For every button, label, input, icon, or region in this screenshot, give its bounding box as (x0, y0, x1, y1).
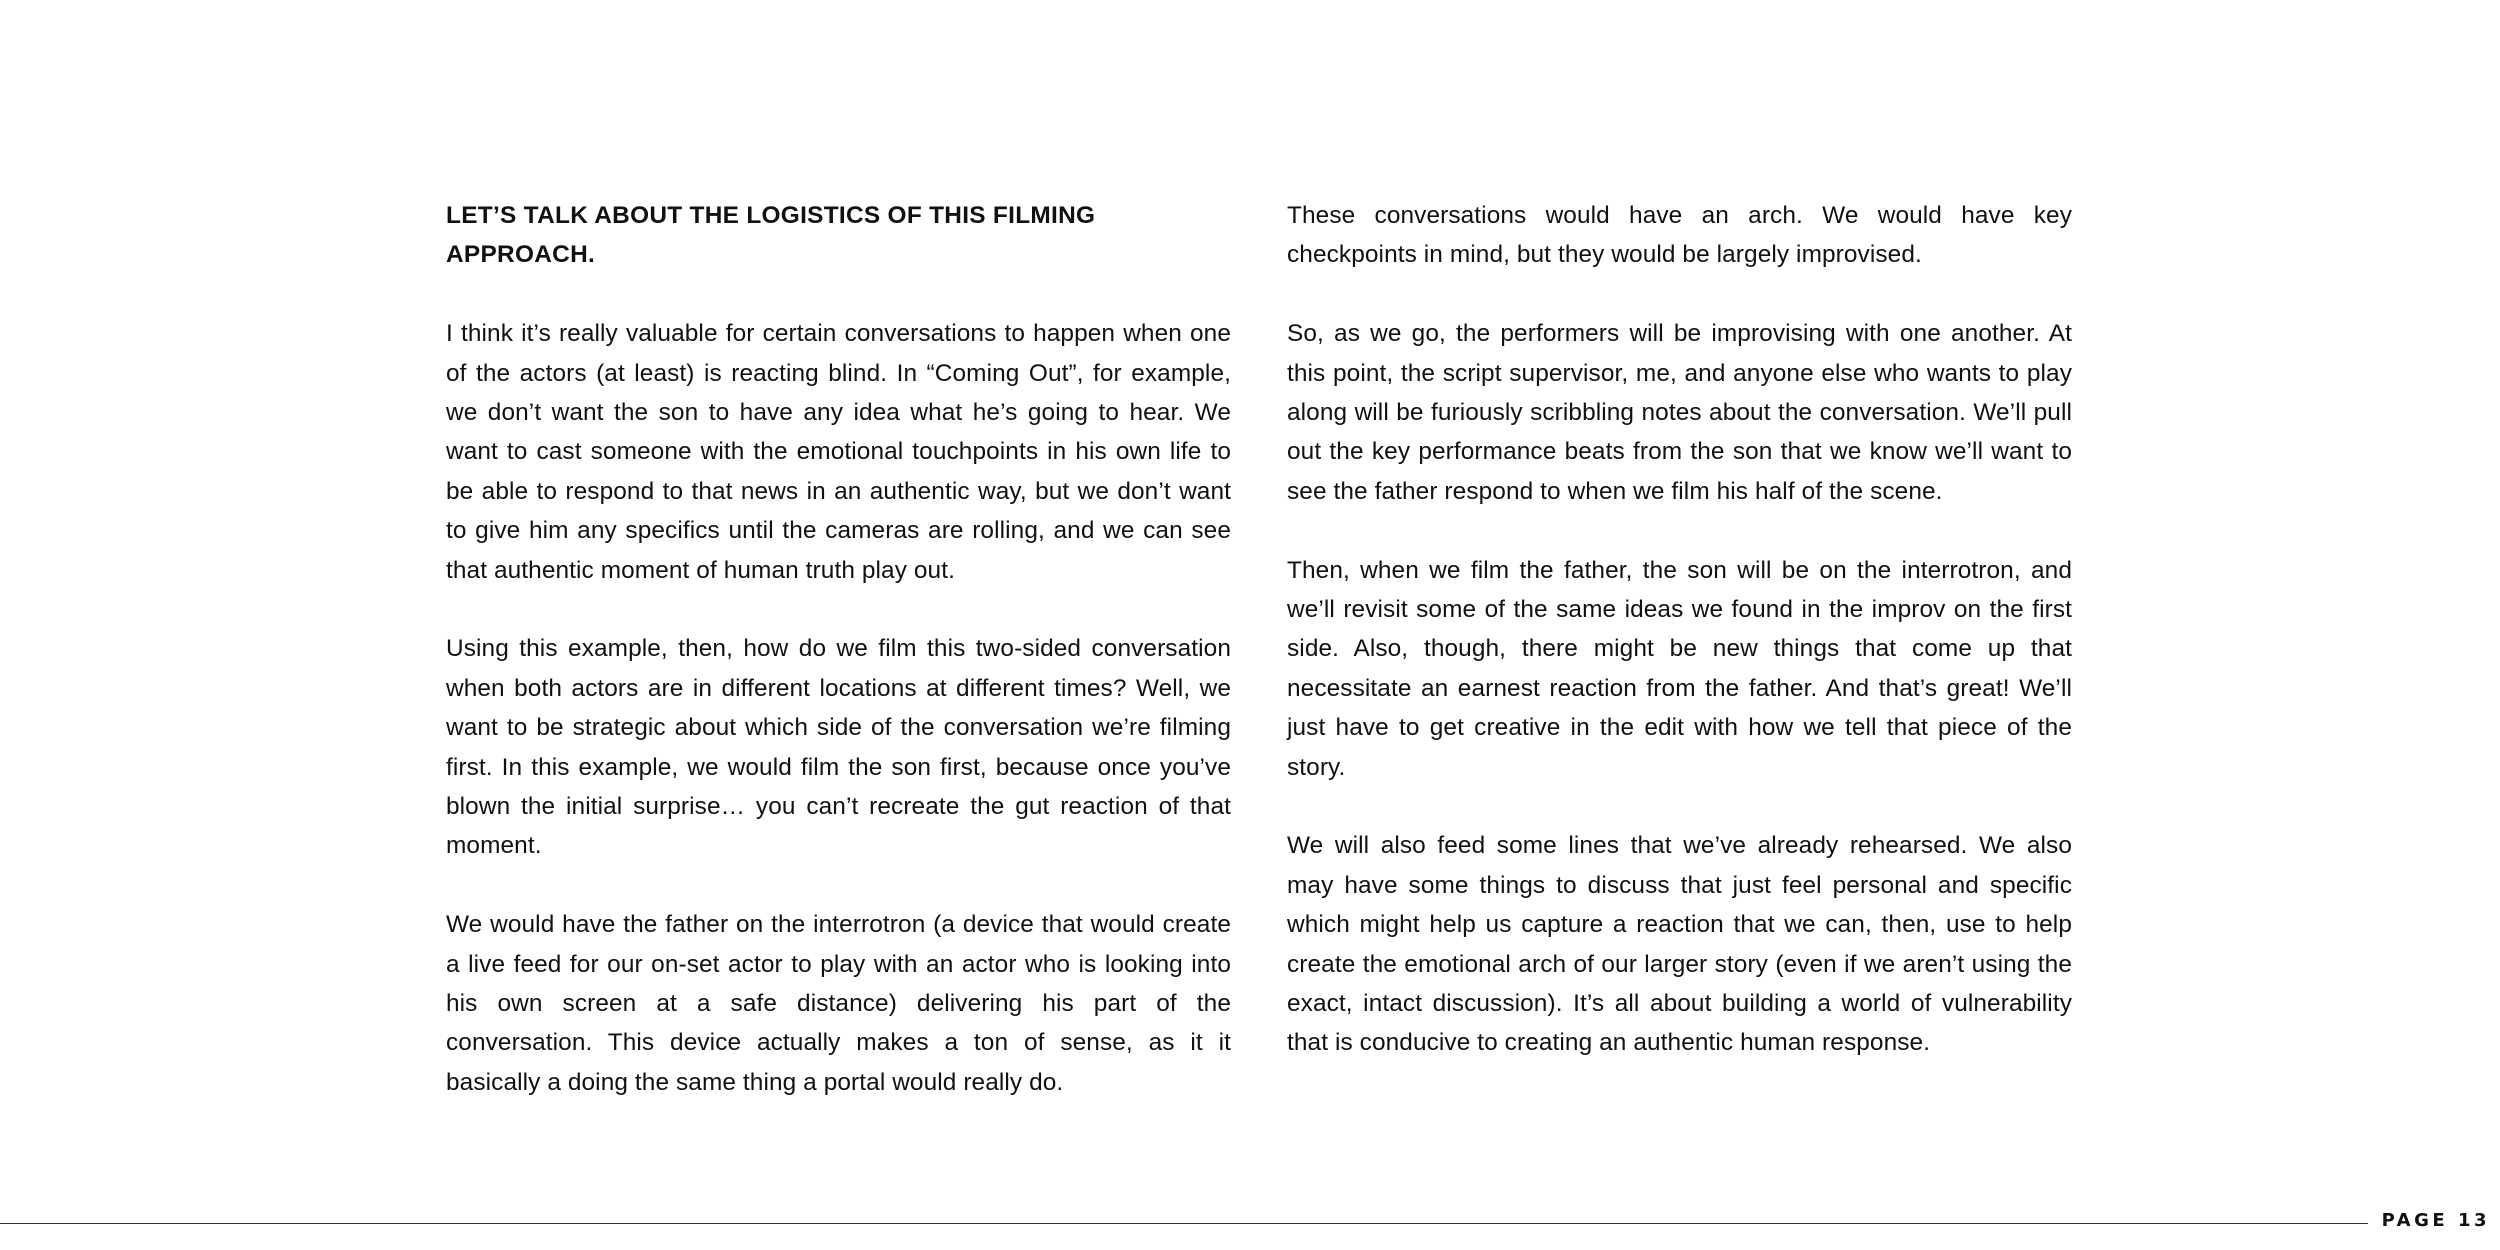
page-number: PAGE 13 (2381, 1210, 2490, 1231)
footer-divider (0, 1223, 2368, 1224)
paragraph-arch: These conversations would have an arch. We would have key checkpoints in mind, but they would be largely improvised. (1287, 202, 2072, 269)
right-column (1287, 196, 2072, 1102)
paragraph-improvising: So, as we go, the performers will be improvising with one another. At this point, the script supervisor, me, and anyone else who wants to play along will be furiously scribbling notes about the conversation. We’ll pull out the key performance beats from the son that we know we’ll want to see the father respond to when we film his half of the scene. (1287, 320, 2072, 505)
left-column (446, 196, 1231, 1142)
paragraph-rehearsed-lines: We will also feed some lines that we’ve already rehearsed. We also may have some things to discuss that just feel personal and specific which might help us capture a reaction that we can, then, use to help create the emotional arch of our larger story (even if we aren’t using the exact, intact discussion). It’s all about building a world of vulnerability that is conducive to creating an authentic human response. (1287, 832, 2072, 1057)
section-heading: LET’S TALK ABOUT THE LOGISTICS OF THIS FILMING APPROACH. (446, 202, 1096, 269)
paragraph-filming-father: Then, when we film the father, the son will be on the interrotron, and we’ll revisit some of the same ideas we found in the improv on the first side. Also, though, there might be new things that come up that necessitate an earnest reaction from the father. And that’s great! We’ll just have to get creative in the edit with how we tell that piece of the story. (1287, 556, 2072, 781)
paragraph-reacting-blind: I think it’s really valuable for certain conversations to happen when one of the actors (at least) is reacting blind. In “Coming Out”, for example, we don’t want the son to have any idea what he’s going to hear. We want to cast someone with the emotional touchpoints in his own life to be able to respond to that news in an authentic way, but we don’t want to give him any specifics until the cameras are rolling, and we can see that authentic moment of human truth play out. (446, 320, 1231, 584)
paragraph-interrotron: We would have the father on the interrotron (a device that would create a live feed for our on-set actor to play with an actor who is looking into his own screen at a safe distance) delivering his part of the conversation. This device actually makes a ton of sense, as it it basically a doing the same thing a portal would really do. (446, 911, 1231, 1096)
paragraph-two-sided-conversation: Using this example, then, how do we film this two-sided conversation when both actors are in different locations at different times? Well, we want to be strategic about which side of the conversation we’re filming first. In this example, we would film the son first, because once you’ve blown the initial surprise… you can’t recreate the gut reaction of that moment. (446, 635, 1231, 860)
